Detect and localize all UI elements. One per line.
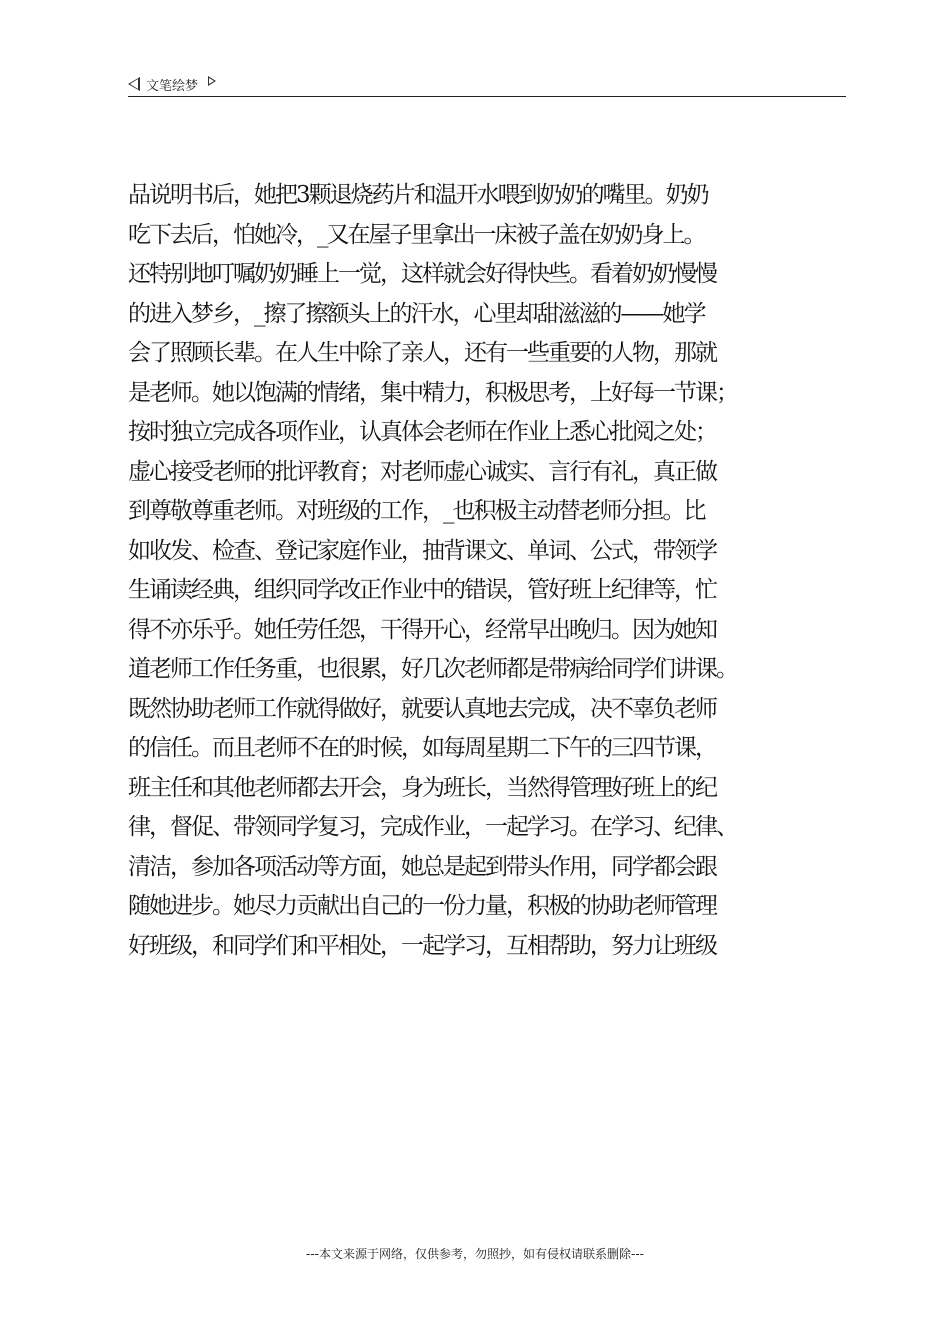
body-line: 如收发、检查、登记家庭作业，抽背课文、单词、公式，带领学 <box>128 537 716 564</box>
body-line: 道老师工作任务重，也很累，好几次老师都是带病给同学们讲课。 <box>128 656 737 682</box>
body-line: 律，督促、带领同学复习，完成作业，一起学习。在学习、纪律、 <box>128 814 737 840</box>
footer-notice: ---本文来源于网络，仅供参考，勿照抄，如有侵权请联系删除--- <box>306 1247 644 1261</box>
body-line: 虚心接受老师的批评教育；对老师虚心诚实、言行有礼，真正做 <box>128 458 716 485</box>
header-divider <box>128 96 846 97</box>
body-line: 还特别地叮嘱奶奶睡上一觉，这样就会好得快些。看着奶奶慢慢 <box>128 261 716 287</box>
header-title: 文笔绘梦 <box>146 78 199 94</box>
body-line: 的信任。而且老师不在的时候，如每周星期二下午的三四节课， <box>128 735 716 761</box>
body-text <box>128 176 868 966</box>
header-bar <box>128 74 846 94</box>
body-line: 生诵读经典，组织同学改正作业中的错误，管好班上纪律等，忙 <box>128 577 716 603</box>
body-line: 既然协助老师工作就得做好，就要认真地去完成，决不辜负老师 <box>128 695 716 722</box>
triangle-right-icon <box>208 76 216 86</box>
body-line: 班主任和其他老师都去开会，身为班长，当然得管理好班上的纪 <box>128 774 716 801</box>
body-line: 的进入梦乡，_擦了擦额头上的汗水，心里却甜滋滋的——她学 <box>128 300 705 327</box>
body-line: 按时独立完成各项作业，认真体会老师在作业上悉心批阅之处； <box>128 419 716 445</box>
body-line: 好班级，和同学们和平相处，一起学习，互相帮助，努力让班级 <box>128 932 716 959</box>
body-line: 得不亦乐乎。她任劳任怨，干得开心，经常早出晚归。因为她知 <box>128 616 716 643</box>
body-line: 清洁，参加各项活动等方面，她总是起到带头作用，同学都会跟 <box>128 853 716 880</box>
body-line: 随她进步。她尽力贡献出自己的一份力量，积极的协助老师管理 <box>128 893 716 919</box>
body-line: 吃下去后，怕她冷，_又在屋子里拿出一床被子盖在奶奶身上。 <box>128 221 705 248</box>
body-line: 是老师。她以饱满的情绪，集中精力，积极思考，上好每一节课； <box>128 379 737 406</box>
body-line: 到尊敬尊重老师。对班级的工作，_也积极主动替老师分担。比 <box>128 498 705 524</box>
triangle-left-icon <box>128 77 140 91</box>
page-header <box>128 74 846 98</box>
body-line: 会了照顾长辈。在人生中除了亲人，还有一些重要的人物，那就 <box>128 340 716 366</box>
body-line: 品说明书后，她把3颗退烧药片和温开水喂到奶奶的嘴里。奶奶 <box>128 182 708 208</box>
